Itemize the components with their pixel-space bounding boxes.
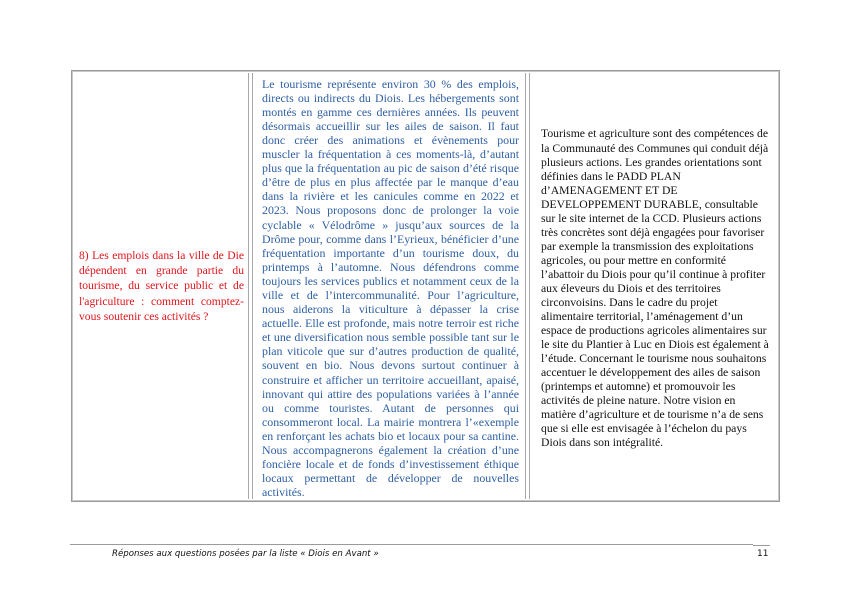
footer-text: Réponses aux questions posées par la liste « Diois en Avant » xyxy=(112,549,379,559)
answer-list-cell xyxy=(252,73,526,499)
answer-other-text: Tourisme et agriculture sont des compétences de la Communauté des Communes qui conduit déjà plusieurs actions. Les grandes orientations sont définies dans le PADD PLAN d’AMENAGEMENT ET DE DEVELOPPEMENT DURABLE, consultable sur le site internet de la CCD. Plusieurs actions très concrètes sont déjà engagées pour favoriser par exemple la transmission des exploitations agricoles, ou pour mettre en conformité l’abattoir du Diois pour qu’il continue à profiter aux éleveurs du Diois et des territoires circonvoisins. Dans le cadre du projet alimentaire territorial, l’aménagement d’un espace de productions agricoles alimentaires sur le site du Plantier à Luc en Diois est également à l’étude. Concernant le tourisme nous souhaitons accentuer le développement des ailes de saison (printemps et automne) et promouvoir les activités de pleine nature. Notre vision en matière d’agriculture et de tourisme n’a de sens que si elle est envisagée à l’échelon du pays Diois dans son intégralité. xyxy=(541,127,769,450)
footer-divider-page xyxy=(753,545,770,546)
question-cell xyxy=(74,73,249,499)
footer-divider xyxy=(70,544,753,545)
page-number: 11 xyxy=(757,549,769,559)
answer-other-cell xyxy=(529,73,777,499)
question-text: 8) Les emplois dans la ville de Die dépendent en grande partie du tourisme, du service public et de l'agriculture : comment comptez-vous soutenir ces activités ? xyxy=(79,248,244,323)
answer-list-text: Le tourisme représente environ 30 % des emplois, directs ou indirects du Diois. Les hébergements sont montés en gamme ces dernières années. Ils peuvent désormais accueillir sur les ailes de saison. Il faut donc créer des animations et évènements pour muscler la fréquentation à ces moments-là, d’autant plus que la fréquentation au pic de saison d’été risque d’être de plus en plus affectée par le manque d’eau dans la rivière et les canicules comme en 2022 et 2023. Nous proposons donc de prolonger la voie cyclable « Vélodrôme » jusqu’aux sources de la Drôme pour, comme dans l’Eyrieux, bénéficier d’une fréquentation importante d’un tourisme doux, du printemps à l’automne. Nous défendrons comme toujours les services publics et notamment ceux de la ville et de l’intercommunalité. Pour l’agriculture, nous aiderons la viticulture à dépasser la crise actuelle. Elle est profonde, mais notre terroir est riche et une diversification nous semble possible tant sur le plan viticole que sur d’autres production de qualité, souvent en bio. Nous devons surtout continuer à construire et afficher un territoire accueillant, apaisé, innovant qui attire des populations variées à l’année ou comme touristes. Autant de personnes qui consommeront local. La mairie montrera l’«exemple en renforçant les achats bio et locaux pour sa cantine. Nous accompagnerons également la création d’une foncière locale et de fonds d’investissement éthique locaux permettant de développer de nouvelles activités. xyxy=(262,76,519,500)
qa-table xyxy=(71,70,780,502)
